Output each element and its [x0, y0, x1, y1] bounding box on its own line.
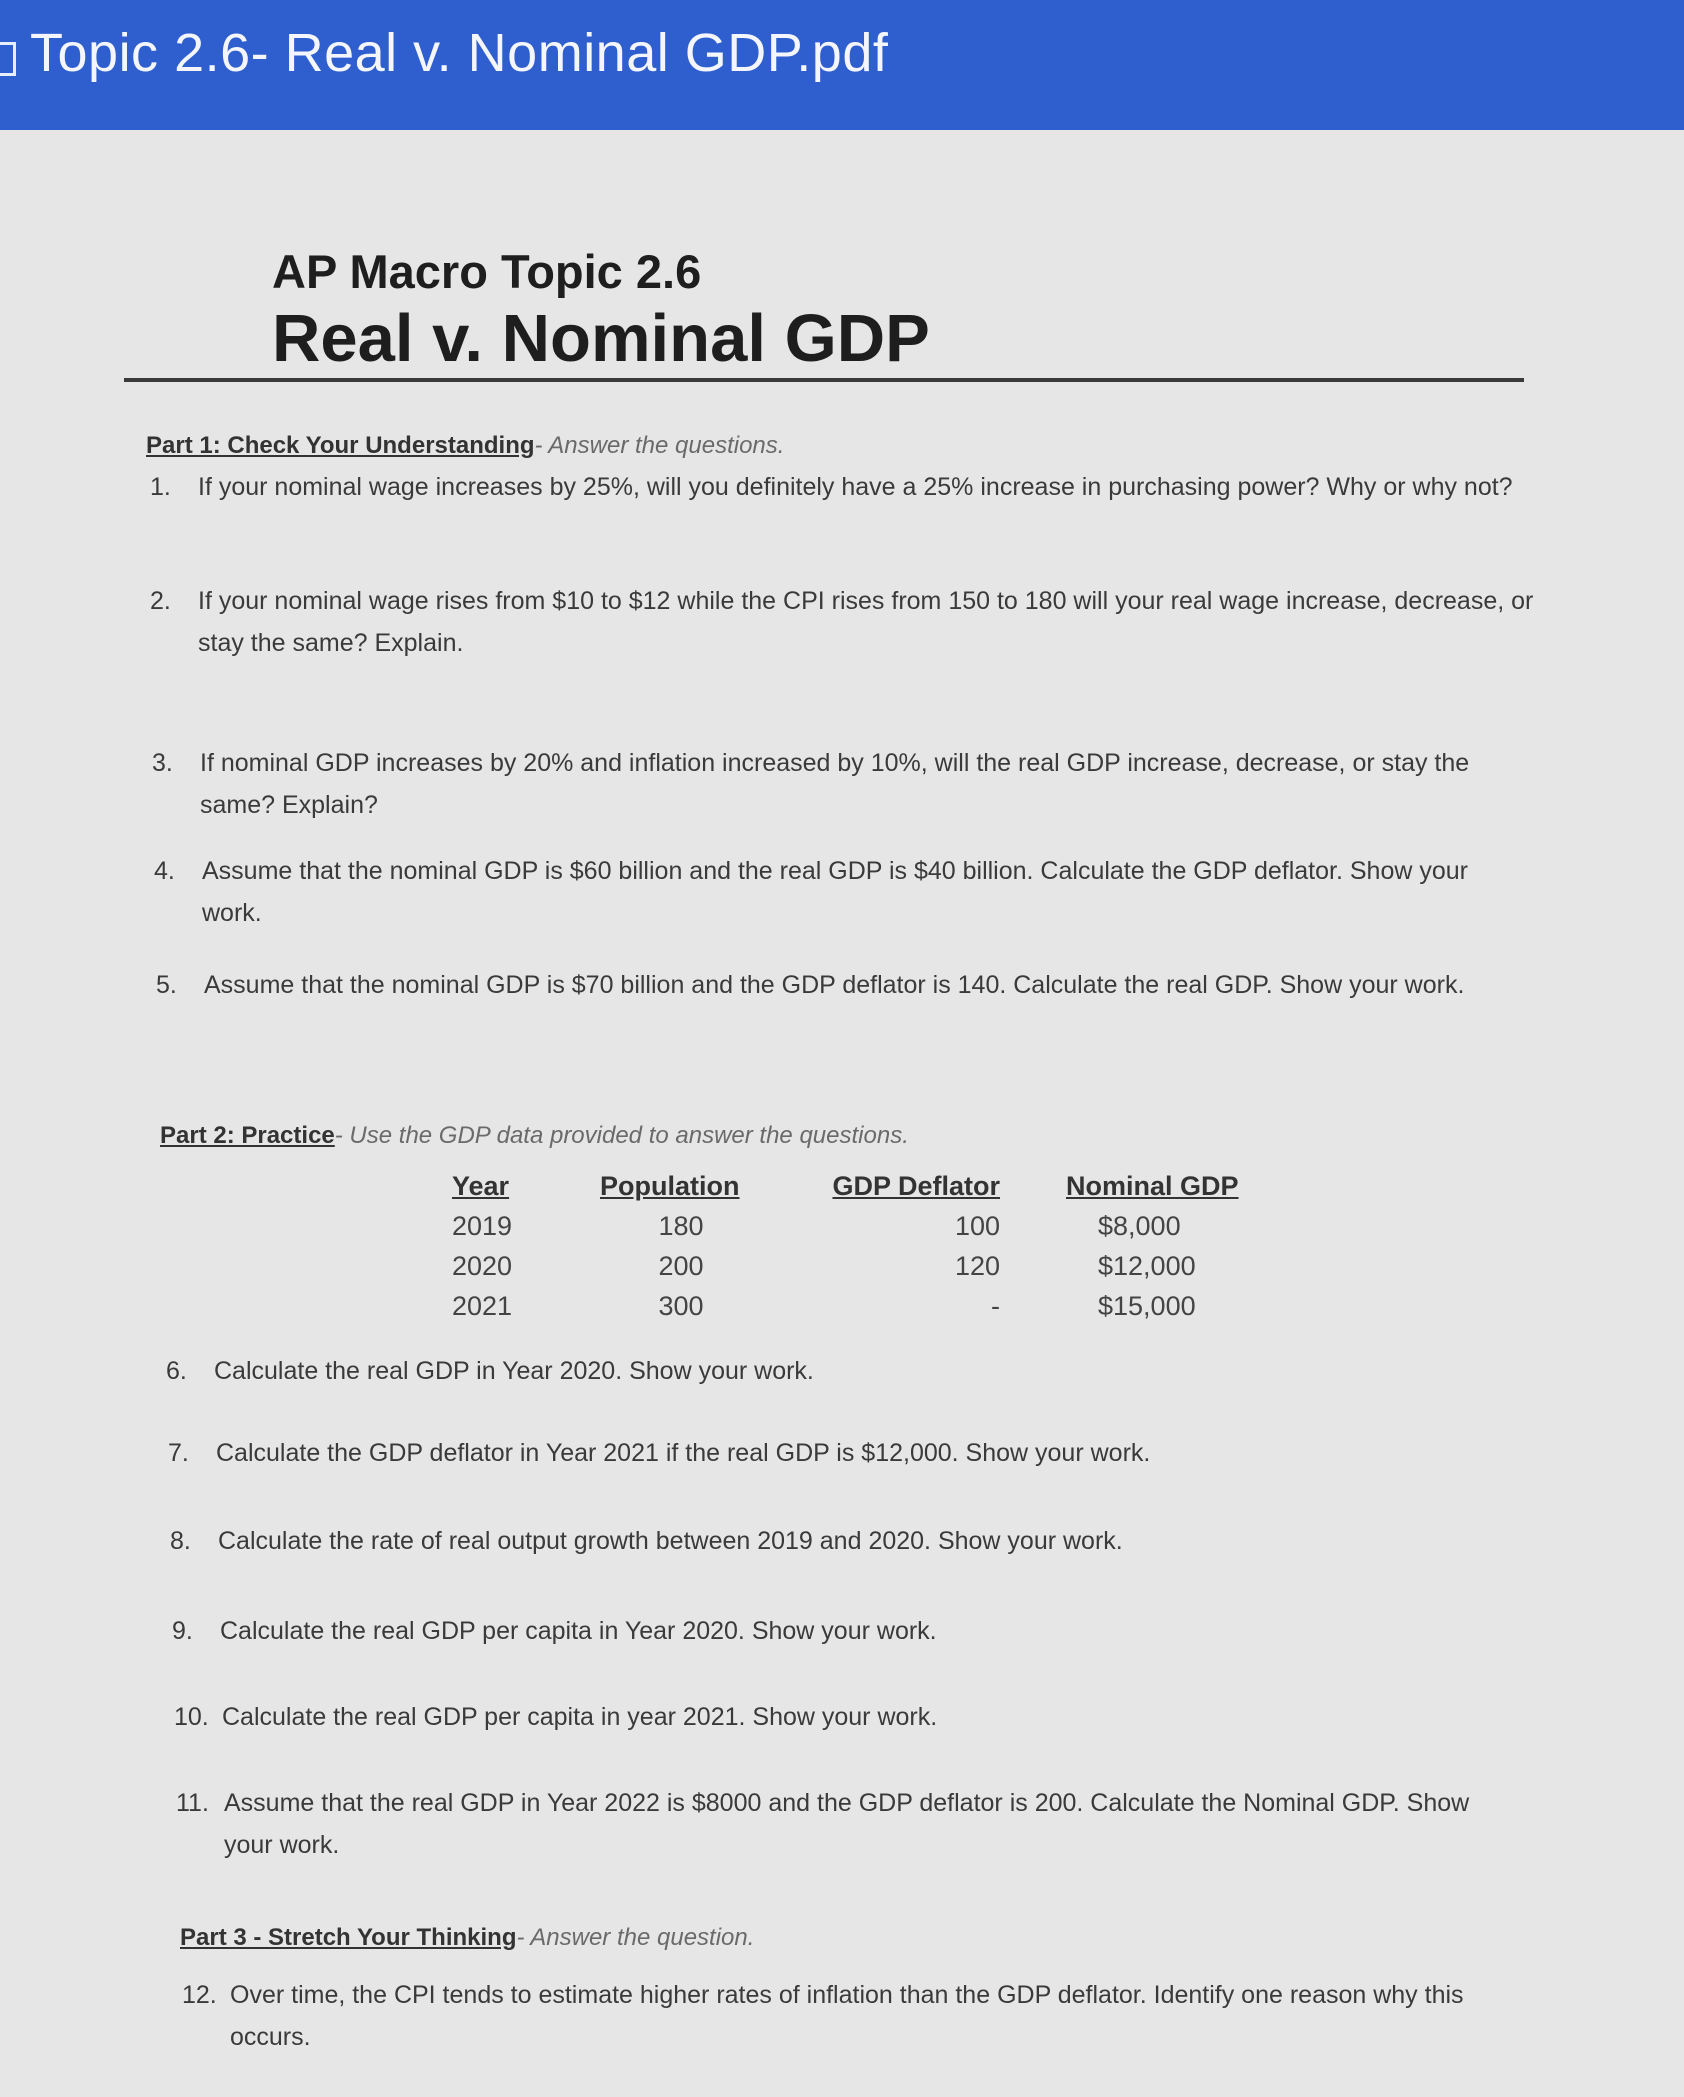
cell-year: 2020: [452, 1250, 513, 1281]
question-number: 8.: [170, 1527, 191, 1555]
question-number: 7.: [168, 1439, 189, 1467]
title-divider: [124, 378, 1524, 382]
question-number: 11.: [176, 1789, 209, 1817]
table-row: [452, 1206, 1398, 1246]
pdf-file-icon: [0, 42, 16, 76]
window-title: Topic 2.6- Real v. Nominal GDP.pdf: [30, 23, 889, 83]
part2-instruction: - Use the GDP data provided to answer the questions.: [334, 1122, 909, 1149]
part3-label: Part 3 - Stretch Your Thinking: [180, 1924, 517, 1951]
question-number: 3.: [152, 749, 173, 777]
column-header-nominal-gdp: Nominal GDP: [1066, 1170, 1239, 1201]
cell-nominal-gdp: $15,000: [1098, 1290, 1196, 1321]
question-text: Calculate the real GDP in Year 2020. Show your work.: [214, 1357, 814, 1385]
cell-nominal-gdp: $12,000: [1098, 1250, 1196, 1281]
question-number: 9.: [172, 1617, 193, 1645]
question-number: 1.: [150, 473, 171, 501]
cell-population: 180: [658, 1210, 704, 1241]
part2-label: Part 2: Practice: [160, 1122, 335, 1149]
question-number: 6.: [166, 1357, 187, 1385]
table-row: [452, 1246, 1398, 1286]
column-header-gdp-deflator: GDP Deflator: [832, 1170, 1000, 1201]
question-text: Calculate the real GDP per capita in year 2021. Show your work.: [222, 1703, 938, 1731]
cell-year: 2019: [452, 1210, 513, 1241]
gdp-data-table: [452, 1166, 1398, 1326]
question-text: If your nominal wage rises from $10 to $12 while the CPI rises from 150 to 180 will your real wage increase, decrease, or stay the same? Explain.: [198, 587, 1534, 657]
part1-instruction: - Answer the questions.: [534, 432, 785, 459]
question-text: Calculate the rate of real output growth between 2019 and 2020. Show your work.: [218, 1527, 1123, 1555]
question-number: 10.: [174, 1703, 209, 1731]
cell-gdp-deflator: 120: [954, 1250, 1000, 1281]
window-titlebar: [0, 0, 1684, 130]
cell-population: 300: [658, 1290, 704, 1321]
question-text: Calculate the GDP deflator in Year 2021 if the real GDP is $12,000. Show your work.: [216, 1439, 1151, 1467]
question-text: Over time, the CPI tends to estimate higher rates of inflation than the GDP deflator. Identify one reason why this occurs.: [230, 1981, 1464, 2051]
cell-gdp-deflator: 100: [954, 1210, 1000, 1241]
question-number: 12.: [182, 1981, 217, 2009]
part3-heading: [180, 1924, 754, 1952]
column-header-population: Population: [600, 1170, 740, 1201]
document-title-course: AP Macro Topic 2.6: [272, 245, 702, 298]
part1-heading: [146, 432, 784, 460]
part2-heading: [160, 1122, 909, 1150]
question-text: Assume that the nominal GDP is $70 billion and the GDP deflator is 140. Calculate the real GDP. Show your work.: [204, 971, 1465, 999]
cell-nominal-gdp: $8,000: [1098, 1210, 1181, 1241]
question-text: Assume that the nominal GDP is $60 billion and the real GDP is $40 billion. Calculate the GDP deflator. Show your work.: [202, 857, 1468, 927]
cell-year: 2021: [452, 1290, 513, 1321]
question-number: 4.: [154, 857, 175, 885]
cell-population: 200: [658, 1250, 704, 1281]
question-text: If your nominal wage increases by 25%, will you definitely have a 25% increase in purchasing power? Why or why not?: [198, 473, 1513, 501]
cell-gdp-deflator: -: [991, 1290, 1000, 1321]
part3-instruction: - Answer the question.: [516, 1924, 755, 1951]
question-text: Calculate the real GDP per capita in Year 2020. Show your work.: [220, 1617, 937, 1645]
table-row: [452, 1286, 1398, 1326]
column-header-year: Year: [452, 1170, 510, 1201]
table-header-row: [452, 1166, 1398, 1206]
question-number: 5.: [156, 971, 177, 999]
part1-label: Part 1: Check Your Understanding: [146, 432, 535, 459]
question-text: Assume that the real GDP in Year 2022 is $8000 and the GDP deflator is 200. Calculate the Nominal GDP. Show your work.: [224, 1789, 1470, 1859]
question-text: If nominal GDP increases by 20% and inflation increased by 10%, will the real GDP increase, decrease, or stay the same? Explain?: [200, 749, 1470, 819]
question-number: 2.: [150, 587, 171, 615]
document-title-main: Real v. Nominal GDP: [272, 301, 930, 376]
